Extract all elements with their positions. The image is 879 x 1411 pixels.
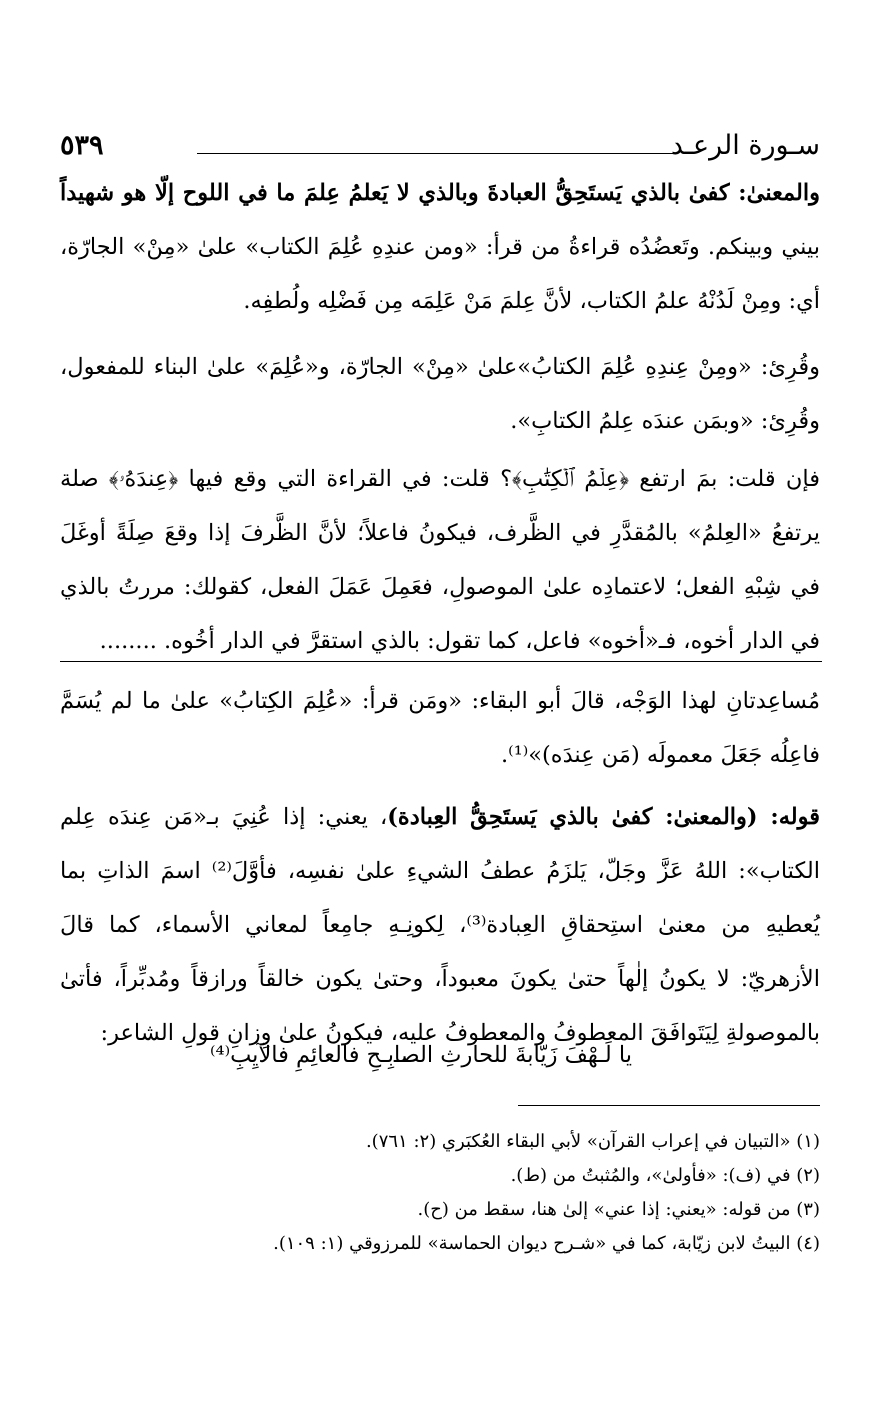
verse-second-hemistich: ـابِـحِ فالعائِمِ فالآيِبِ⁽⁴⁾ <box>210 1042 408 1068</box>
paragraph-question: فإن قلت: بمَ ارتفع ﴿عِلۡمُ ٱلۡكِتَٰبِ﴾؟ قلت: في القراءة التي وقع فيها ﴿عِندَهُۥ﴾ صلة يرتفعُ «العِلمُ» بالمُقدَّرِ في الظَّرف، فيكونُ فاعلاً؛ لأنَّ الظَّرفَ إذا وقعَ صِلَةً أوغَلَ في شِبْهِ الفعل؛ لاعتمادِه علىٰ الموصولِ، فعَمِلَ عَمَلَ الفعل، كقولك: مررتُ بالذي في الدار أخوه، فـ«أخوه» فاعل، كما تقول: بالذي استقرَّ في الدار أخُوه. ........ <box>60 466 820 654</box>
paragraph-commentary-rest: ، يعني: إذا عُنِيَ بـ«مَن عِندَه عِلم الكتاب»: اللهُ عَزَّ وجَلّ، يَلزَمُ عطفُ الشيءِ علىٰ نفسِه، فأوَّلَ⁽²⁾ اسمَ الذاتِ بما يُعطيهِ من معنىٰ استِحقاقِ العِبادة⁽³⁾، لِكونِـهِ جامِعاً لمعاني الأسماء، كما قالَ الأزهريّ: لا يكونُ إلٰهاً حتىٰ يكونَ معبوداً، وحتىٰ يكون خالقاً ورازقاً ومُدبِّراً، فأتىٰ بالموصولةِ لِيَتَوافَقَ المعطوفُ والمعطوفُ عليه، فيكونُ علىٰ وِزانِ قولِ الشاعر: <box>60 804 820 1046</box>
verse-first-hemistich: يا لَـهْفَ زَيّابةَ للحارثِ الصـ <box>393 1042 632 1068</box>
footnote-2: (٢) في (ف): «فأولىٰ»، والمُثبتُ من (ط). <box>510 1165 820 1186</box>
surah-title: سـورة الرعـد <box>670 130 820 161</box>
poetry-verse <box>60 1032 820 1082</box>
page-number: ٥٣٩ <box>60 130 104 161</box>
paragraph-readings: وقُرِئ: «ومِنْ عِندِهِ عُلِمَ الكتابُ»علىٰ «مِنْ» الجارّة، و«عُلِمَ» علىٰ البناء للمفعول، وقُرِئ: «وبمَن عندَه عِلمُ الكتابِ». <box>60 354 820 434</box>
footnote-rule <box>518 1105 820 1106</box>
footnotes <box>60 1125 820 1261</box>
paragraph-abulbaqa: مُساعِدتانِ لهذا الوَجْه، قالَ أبو البقاء: «ومَن قرأ: «عُلِمَ الكِتابُ» علىٰ ما لم يُسَمَّ فاعِلُه جَعَلَ معمولَه (مَن عِندَه)»⁽¹⁾. <box>60 688 820 768</box>
paragraph-meaning-lead: والمعنىٰ: كفىٰ بالذي يَستَحِقُّ العبادةَ وبالذي لا يَعلمُ عِلمَ ما في اللوح إلّا هو شهيداً <box>60 180 820 206</box>
header-rule <box>197 153 678 154</box>
paragraph-commentary <box>60 790 820 1060</box>
footnote-3: (٣) من قوله: «يعني: إذا عني» إلىٰ هنا، سقط من (ح). <box>417 1199 820 1220</box>
paragraph-meaning-rest: بيني وبينكم. وتَعضُدُه قراءةُ من قرأ: «ومن عندِهِ عُلِمَ الكتاب» علىٰ «مِنْ» الجارّة، أي: ومِنْ لَدُنْهُ علمُ الكتاب، لأنَّ عِلمَ مَنْ عَلِمَه مِن فَضْلِه ولُطفِه. <box>60 234 820 314</box>
footnote-4: (٤) البيتُ لابن زيّابة، كما في «شـرح ديوان الحماسة» للمرزوقي (١: ١٠٩). <box>273 1233 820 1254</box>
paragraph-commentary-lead: قوله: (والمعنىٰ: كفىٰ بالذي يَستَحِقُّ العِبادة) <box>387 804 820 830</box>
paragraph-meaning <box>60 166 820 328</box>
commentary-divider <box>60 661 822 662</box>
footnote-1: (١) «التبيان في إعراب القرآن» لأبي البقاء العُكبَري (٢: ٧٦١). <box>365 1131 820 1152</box>
